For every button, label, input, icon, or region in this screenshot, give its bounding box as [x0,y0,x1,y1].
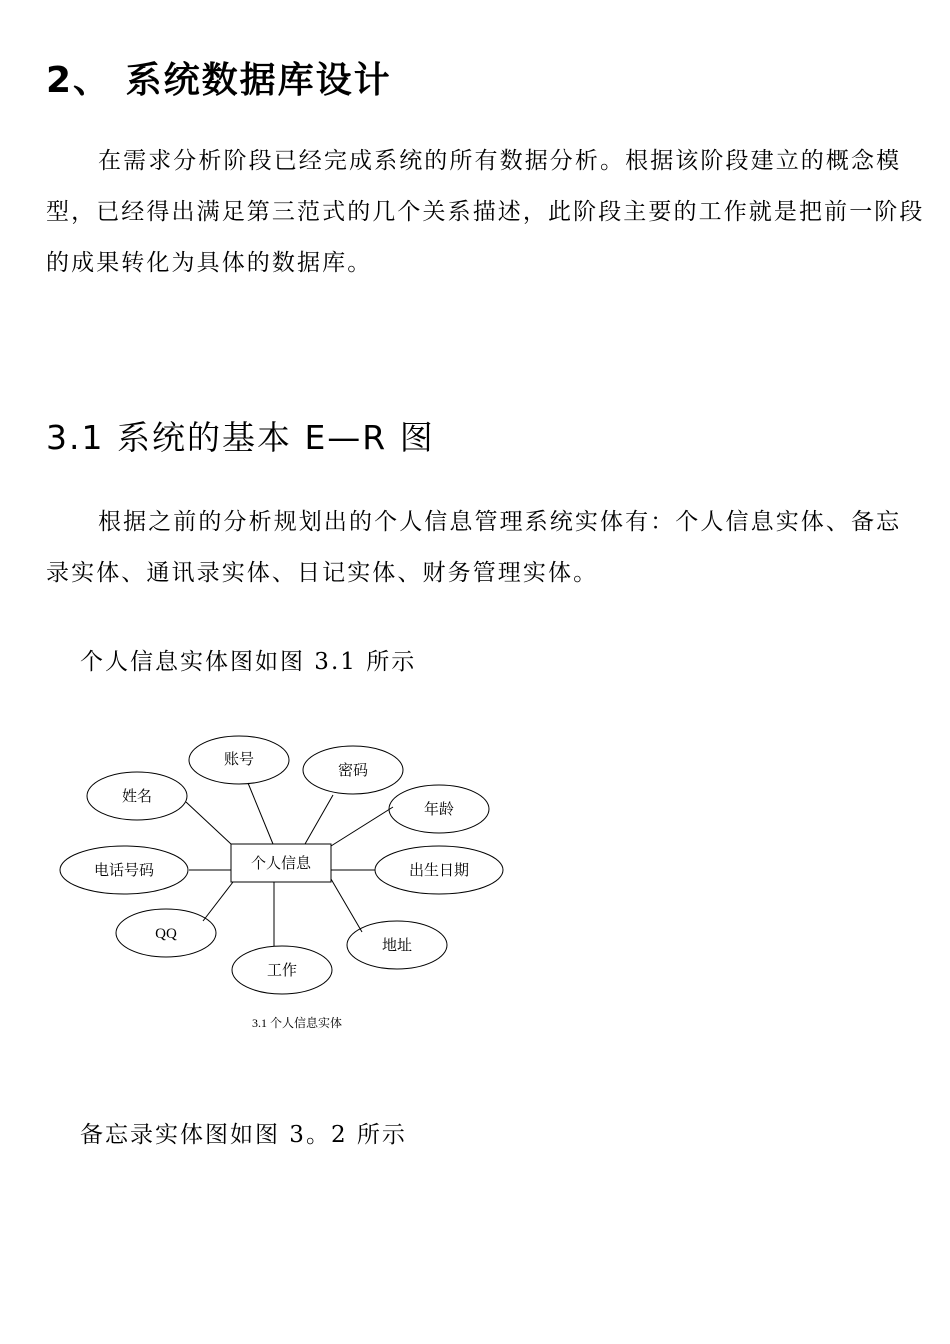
connector-address [331,879,362,932]
er-diagram [0,720,560,1040]
attr-account-label: 账号 [223,752,255,768]
entity-label: 个人信息 [250,856,312,872]
connector-age [331,807,393,846]
connector-account [248,783,273,844]
connector-name [186,802,231,844]
figure-caption: 3.1 个人信息实体 [251,1016,343,1030]
section-title: 2、 系统数据库设计 [46,60,392,101]
attr-birthdate-label: 出生日期 [408,863,470,879]
next-figure-intro: 备忘录实体图如图 3。2 所示 [80,1122,407,1148]
attr-qq-label: QQ [155,926,177,942]
figure-intro: 个人信息实体图如图 3.1 所示 [80,649,417,675]
attr-age-label: 年龄 [423,802,455,818]
attr-address-label: 地址 [381,938,413,954]
subsection-title: 3.1 系统的基本 E—R 图 [46,418,435,457]
connector-qq [203,882,233,921]
connector-password [305,795,333,844]
attr-job-label: 工作 [266,963,298,979]
attr-name-label: 姓名 [121,789,153,805]
entities-paragraph: 根据之前的分析规划出的个人信息管理系统实体有：个人信息实体、备忘录实体、通讯录实体、日记实体、财务管理实体。 [46,509,902,586]
attr-password-label: 密码 [337,763,369,779]
intro-paragraph: 在需求分析阶段已经完成系统的所有数据分析。根据该阶段建立的概念模型，已经得出满足第三范式的几个关系描述，此阶段主要的工作就是把前一阶段的成果转化为具体的数据库。 [46,148,925,276]
attr-phone-label: 电话号码 [93,863,155,879]
